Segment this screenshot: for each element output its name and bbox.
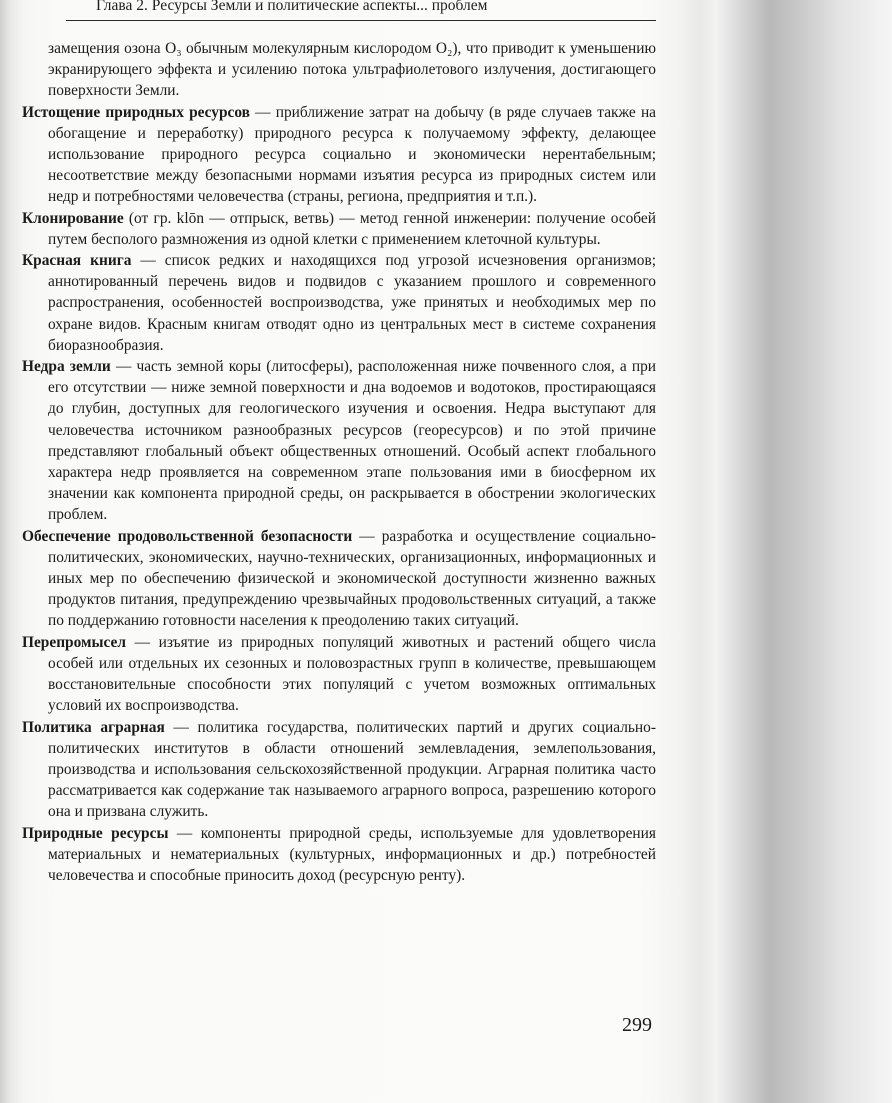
glossary-entry	[22, 526, 656, 632]
glossary-term: Политика аграрная	[22, 718, 165, 736]
glossary-entry	[22, 632, 656, 717]
glossary-content	[22, 38, 656, 886]
glossary-entry	[22, 102, 656, 208]
glossary-entry	[22, 356, 656, 526]
glossary-definition: — часть земной коры (литосферы), расположенная ниже почвенного слоя, а при его отсутствии — ниже земной поверхности и дна водоемов и водотоков, простирающаяся до глубин, доступных для геологического изучения и освоения. Недра выступают для человечества источником разнообразных ресурсов (георесурсов) и по этой причине представляют глобальный объект общественных отношений. Особый аспект глобального характера недр проявляется на современном этапе пользования ими в биосферном их значении как компонента природной среды, он раскрывается в обострении экологических проблем.	[48, 358, 657, 524]
running-header	[66, 0, 656, 21]
glossary-definition: — список редких и находящихся под угрозой исчезновения организмов; аннотированный перечень видов и подвидов с указанием прошлого и современного распространения, особенностей воспроизводства, уже принятых и необходимых мер по охране видов. Красным книгам отводят одно из центральных мест в системе сохранения биоразнообразия.	[48, 252, 656, 354]
glossary-entry	[22, 250, 656, 356]
glossary-definition: — компоненты природной среды, используемые для удовлетворения материальных и нематериальных (культурных, информационных и др.) потребностей человечества и способные приносить доход (ресурсную ренту).	[48, 824, 656, 884]
glossary-definition: — приближение затрат на добычу (в ряде случаев также на обогащение и переработку) природного ресурса к получаемому эффекту, делающее использование природного ресурса социально и экономически нерентабельным; несоответствие между безопасными нормами изъятия ресурса из природных систем или недр и потребностями человечества (страны, региона, предприятия и т.п.).	[48, 103, 657, 206]
glossary-entry-continuation	[22, 38, 656, 102]
glossary-definition: — политика государства, политических партий и других социально-политических институтов в области отношений землевладения, землепользования, производства и использования сельскохозяйственной продукции. Аграрная политика часто рассматривается как содержание так называемого аграрного вопроса, разрешению которого она и призвана служить.	[48, 718, 656, 821]
glossary-entry	[22, 208, 656, 250]
glossary-term: Истощение природных ресурсов	[22, 103, 250, 121]
page-number: 299	[622, 1014, 652, 1036]
glossary-term: Красная книга	[22, 252, 132, 270]
chapter-title: Глава 2. Ресурсы Земли и политические аспекты... проблем	[96, 0, 488, 14]
glossary-term: Природные ресурсы	[22, 824, 169, 842]
glossary-definition: замещения озона O₃ обычным молекулярным кислородом O₂), что приводит к уменьшению экранирующего эффекта и усилению потока ультрафиолетового излучения, достигающего поверхности Земли.	[48, 40, 656, 100]
glossary-entry	[22, 717, 656, 823]
glossary-entry	[22, 823, 656, 887]
glossary-definition: — изъятие из природных популяций животных и растений общего числа особей или отдельных их сезонных и половозрастных групп в количестве, превышающем восстановительные способности этих популяций с учетом возможных оптимальных условий их воспроизводства.	[48, 633, 656, 715]
glossary-term: Недра земли	[22, 358, 111, 376]
glossary-definition: — разработка и осуществление социально-политических, экономических, научно-технических, организационных, информационных и иных мер по обеспечению физической и экономической доступности жизненно важных продуктов питания, предупреждению чрезвычайных продовольственных ситуаций, а также по поддержанию готовности населения к преодолению таких ситуаций.	[48, 527, 657, 630]
glossary-term: Перепромысел	[22, 633, 127, 651]
glossary-term: Обеспечение продовольственной безопасности	[22, 527, 353, 545]
glossary-term: Клонирование	[22, 209, 124, 227]
glossary-definition: (от гр. klōn — отпрыск, ветвь) — метод генной инженерии: получение особей путем бесполого размножения из одной клетки с применением клеточной культуры.	[48, 209, 656, 248]
